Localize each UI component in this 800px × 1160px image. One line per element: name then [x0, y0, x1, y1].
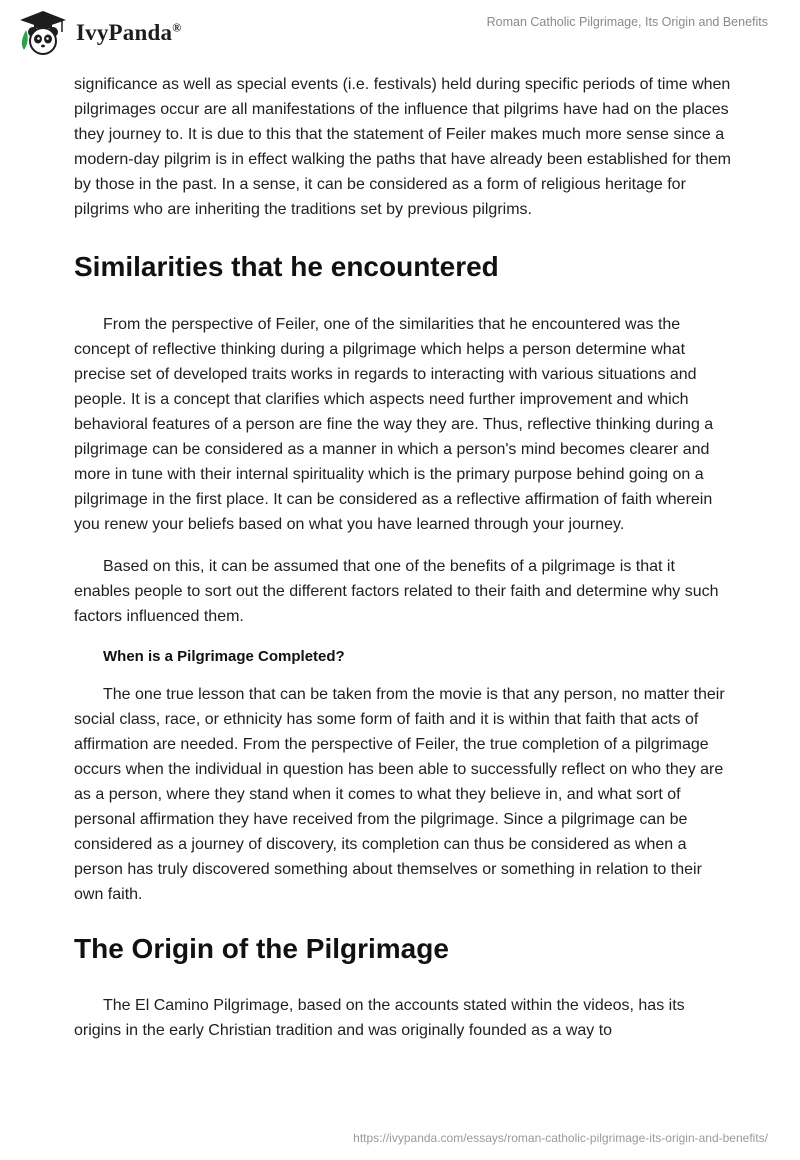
paragraph-similarities-2: Based on this, it can be assumed that one of the benefits of a pilgrimage is that it enables people to sort out the different factors related to their faith and determine why such factors influenced them. — [74, 558, 719, 625]
source-url[interactable]: https://ivypanda.com/essays/roman-catholic-pilgrimage-its-origin-and-benefits/ — [353, 1131, 768, 1145]
paragraph-intro: significance as well as special events (i.e. festivals) held during specific periods of time when pilgrimages occur are all manifestations of the influence that pilgrims have had on the places they journey to. It is due to this that the statement of Feiler makes much more sense since a modern-day pilgrim is in effect walking the paths that have already been established for them by those in the past. In a sense, it can be considered as a form of religious heritage for pilgrims who are inheriting the traditions set by previous pilgrims. — [74, 76, 731, 218]
paragraph-completed: The one true lesson that can be taken from the movie is that any person, no matter their social class, race, or ethnicity has some form of faith and it is within that faith that acts of affirmation are needed. From the perspective of Feiler, the true completion of a pilgrimage occurs when the individual in question has been able to successfully reflect on who they are as a person, where they stand when it comes to what they believe in, and what sort of personal affirmation they have received from the pilgrimage. Since a pilgrimage can be considered as a journey of discovery, its completion can thus be considered as when a person has truly discovered something about themselves or something in relation to their own faith. — [74, 686, 725, 903]
registered-mark: ® — [172, 20, 182, 35]
heading-similarities: Similarities that he encountered — [74, 251, 499, 282]
heading-origin: The Origin of the Pilgrimage — [74, 933, 449, 964]
panda-graduate-icon — [14, 8, 72, 58]
paragraph-similarities-1: From the perspective of Feiler, one of the similarities that he encountered was the concept of reflective thinking during a pilgrimage which helps a person determine what precise set of developed traits works in regards to interacting with various situations and people. It is a concept that clarifies which aspects need further improvement and which behavioral features of a person are fine the way they are. Thus, reflective thinking during a pilgrimage can be considered as a manner in which a person's mind becomes clearer and more in tune with their internal spirituality which is the primary purpose behind going on a pilgrimage in the first place. It can be considered as a reflective affirmation of faith wherein you renew your beliefs based on what you have learned through your journey. — [74, 316, 714, 533]
ivypanda-logo[interactable] — [14, 8, 181, 58]
logo-wordmark: IvyPanda® — [76, 20, 182, 45]
subheading-completed: When is a Pilgrimage Completed? — [103, 648, 345, 665]
page-header — [0, 0, 800, 70]
paragraph-origin: The El Camino Pilgrimage, based on the accounts stated within the videos, has its origins in the early Christian tradition and was originally founded as a way to — [74, 997, 685, 1039]
essay-body — [74, 72, 734, 1043]
document-title: Roman Catholic Pilgrimage, Its Origin and Benefits — [486, 15, 768, 29]
